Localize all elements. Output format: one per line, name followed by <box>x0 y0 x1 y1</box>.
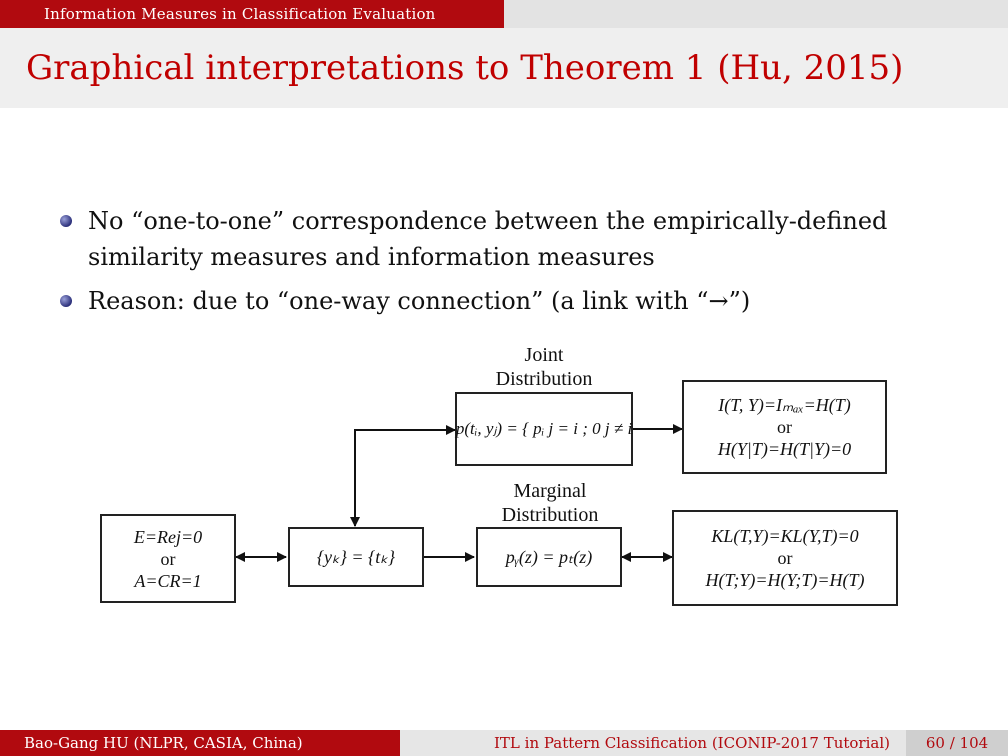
theorem-diagram <box>0 330 1008 620</box>
page-number: 60 / 104 <box>906 730 1008 756</box>
bullet-item <box>60 283 960 319</box>
arrow-center-joint <box>355 430 455 525</box>
bullet-text: Reason: due to “one-way connection” (a link with “→”) <box>88 287 751 315</box>
joint-result-box: I(T, Y)=Iₘₐₓ=H(T) or H(Y|T)=H(T|Y)=0 <box>682 380 887 474</box>
bullet-dot-icon <box>60 215 72 227</box>
bullet-dot-icon <box>60 295 72 307</box>
footer-author: Bao-Gang HU (NLPR, CASIA, China) <box>0 730 400 756</box>
joint-distribution-label: Joint Distribution <box>495 344 593 390</box>
footer-talk-title: ITL in Pattern Classification (ICONIP-2017 Tutorial) <box>400 730 906 756</box>
marginal-result-box: KL(T,Y)=KL(Y,T)=0 or H(T;Y)=H(Y;T)=H(T) <box>672 510 898 606</box>
marginal-distribution-label: Marginal Distribution <box>501 480 599 526</box>
top-bar <box>0 0 1008 28</box>
joint-formula-box: p(tᵢ, yⱼ) = { pᵢ j = i ; 0 j ≠ i <box>455 392 633 466</box>
accuracy-box: E=Rej=0 or A=CR=1 <box>100 514 236 603</box>
marginal-formula-box: pᵧ(z) = pₜ(z) <box>476 527 622 587</box>
bullet-item <box>60 203 960 275</box>
section-title: Information Measures in Classification Evaluation <box>0 0 504 28</box>
bullet-text: No “one-to-one” correspondence between the empirically-defined similarity measures and information measures <box>88 207 888 271</box>
bullet-list <box>60 203 960 327</box>
slide-title: Graphical interpretations to Theorem 1 (Hu, 2015) <box>26 48 904 88</box>
label-equality-box: {yₖ} = {tₖ} <box>288 527 424 587</box>
footer <box>0 730 1008 756</box>
